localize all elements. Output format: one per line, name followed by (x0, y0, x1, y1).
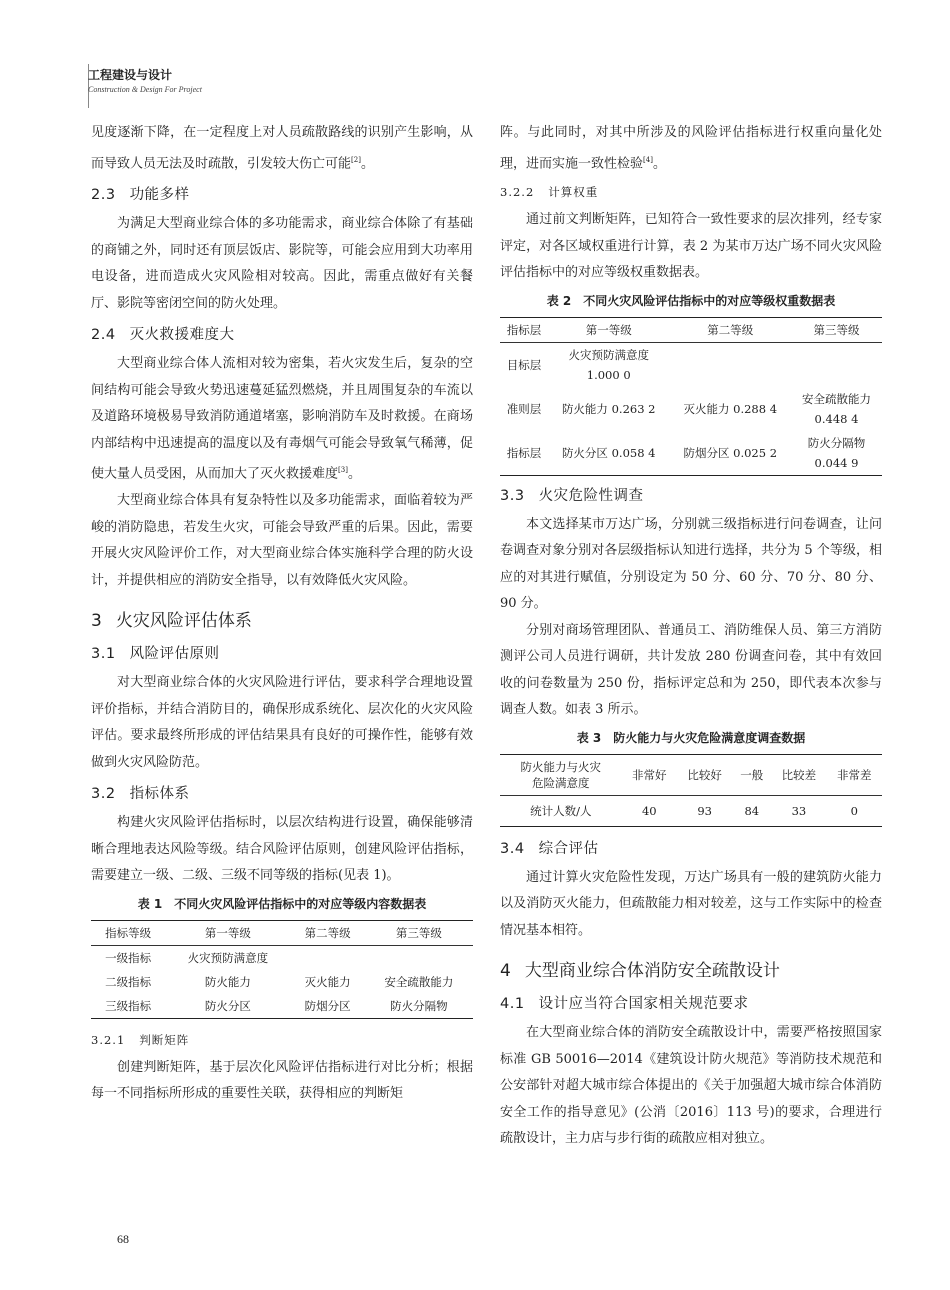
table-cell: 火灾预防满意度 (187, 950, 269, 965)
paragraph: 大型商业综合体人流相对较为密集，若火灾发生后，复杂的空间结构可能会导致火势迅速蔓延猛烈燃烧，并且周围复杂的车流以及道路环境极易导致消防通道堵塞，影响消防车及时救援。在商场内部结构中迅速提高的温度以及有毒烟气可能会导致氧气稀薄，促使大量人员受困，从而加大了灭火救援难度[3]。 (91, 356, 473, 482)
table-cell: 93 (677, 795, 732, 826)
table-header: 一般 (732, 754, 771, 795)
table-header: 第三等级 (365, 920, 473, 945)
table1 (91, 920, 473, 1019)
table-row (91, 945, 473, 970)
paragraph: 为满足大型商业综合体的多功能需求，商业综合体除了有基础的商铺之外，同时还有顶层饭店、影院等，可能会应用到大功率用电设备，进而造成火灾风险相对较高。因此，需重点做好有关餐厅、影院等密闭空间的防火处理。 (91, 216, 473, 311)
left-column (91, 120, 473, 1108)
table-cell: 安全疏散能力 (384, 974, 454, 989)
table-cell: 三级指标 (91, 994, 165, 1019)
paragraph: 构建火灾风险评估指标时，以层次结构进行设置，确保能够清晰合理地表达风险等级。结合风险评估原则，创建风险评估指标，需要建立一级、二级、三级不同等级的指标(见表 1)。 (91, 815, 473, 884)
section-heading-3-4: 3.4 综合评估 (500, 840, 599, 857)
journal-header (88, 66, 202, 94)
paragraph: 阵。与此同时，对其中所涉及的风险评估指标进行权重向量化处理，进而实施一致性检验[4]。 (500, 125, 882, 171)
table-row (500, 387, 882, 431)
section-heading-3-3: 3.3 火灾危险性调查 (500, 487, 644, 504)
table-cell: 防火能力 (204, 974, 251, 989)
table-cell (669, 342, 791, 387)
table1-caption: 表 1 不同火灾风险评估指标中的对应等级内容数据表 (137, 896, 427, 911)
table-header: 非常差 (827, 754, 882, 795)
paragraph: 分别对商场管理团队、普通员工、消防维保人员、第三方消防测评公司人员进行调研，共计发放 280 份调查问卷，其中有效回收的问卷数量为 250 份，指标评定总和为 250，即代表本次参与调查人数。如表 3 所示。 (500, 622, 882, 718)
table-cell: 防烟分区 0.025 2 (669, 431, 791, 476)
subsection-heading-3-2-1: 3.2.1 判断矩阵 (91, 1032, 190, 1047)
table-header: 非常好 (622, 754, 677, 795)
table-cell: 防火分区 (165, 994, 290, 1019)
table-row (91, 994, 473, 1019)
table-cell: 目标层 (506, 357, 542, 372)
table-header: 比较差 (771, 754, 826, 795)
table-header: 第二等级 (669, 317, 791, 342)
table-cell: 防火能力 0.263 2 (561, 401, 656, 416)
table-row (500, 795, 882, 826)
citation: [4] (643, 155, 653, 164)
table-cell: 安全疏散能力 0.448 4 (802, 391, 871, 426)
table-row (500, 431, 882, 476)
table-header: 第二等级 (291, 920, 365, 945)
paragraph: 本文选择某市万达广场，分别就三级指标进行问卷调查，让问卷调查对象分别对各层级指标认知进行选择，共分为 5 个等级，相应的对其进行赋值，分别设定为 50 分、60 分、70 分、80 分、90 分。 (500, 516, 882, 612)
paragraph: 创建判断矩阵，基于层次化风险评估指标进行对比分析；根据每一不同指标所形成的重要性关联，获得相应的判断矩 (91, 1059, 473, 1102)
table3-caption: 表 3 防火能力与火灾危险满意度调查数据 (576, 730, 806, 745)
paragraph: 在大型商业综合体的消防安全疏散设计中，需要严格按照国家标准 GB 50016—2014《建筑设计防火规范》等消防技术规范和公安部针对超大城市综合体提出的《关于加强超大城市综合体消防安全工作的指导意见》(公消〔2016〕113 号)的要求，合理进行疏散设计，主力店与步行街的疏散应相对独立。 (500, 1025, 882, 1147)
citation: [3] (338, 466, 348, 475)
section-heading-3-2: 3.2 指标体系 (91, 786, 190, 803)
table-cell: 指标层 (500, 431, 548, 476)
table-cell: 0 (827, 795, 882, 826)
journal-subtitle: Construction & Design For Project (88, 85, 202, 94)
paragraph: 对大型商业综合体的火灾风险进行评估，要求科学合理地设置评价指标，并结合消防目的，确保形成系统化、层次化的火灾风险评估。要求最终所形成的评估结果具有良好的可操作性，能够有效做到火灾风险防范。 (91, 675, 473, 770)
table-cell: 防烟分区 (291, 994, 365, 1019)
table-row (500, 342, 882, 387)
table2-caption: 表 2 不同火灾风险评估指标中的对应等级权重数据表 (546, 293, 836, 308)
table3 (500, 754, 882, 827)
subsection-heading-3-2-2: 3.2.2 计算权重 (500, 185, 599, 200)
section-heading-2-3: 2.3 功能多样 (91, 187, 190, 204)
paragraph: 通过前文判断矩阵，已知符合一致性要求的层次排列，经专家评定，对各区域权重进行计算，表 2 为某市万达广场不同火灾风险评估指标中的对应等级权重数据表。 (500, 212, 882, 281)
table-cell (791, 342, 882, 387)
table-cell: 防火分隔物 0.044 9 (791, 431, 882, 476)
table-cell: 33 (771, 795, 826, 826)
section-heading-2-4: 2.4 灭火救援难度大 (91, 327, 235, 344)
table-cell (365, 945, 473, 970)
page-number: 68 (117, 1232, 129, 1246)
table-cell: 84 (732, 795, 771, 826)
table-cell: 防火分区 0.058 4 (548, 431, 670, 476)
paragraph: 大型商业综合体具有复杂特性以及多功能需求，面临着较为严峻的消防隐患，若发生火灾，可能会导致严重的后果。因此，需要开展火灾风险评价工作，对大型商业综合体实施科学合理的防火设计，并提供相应的消防安全指导，以有效降低火灾风险。 (91, 493, 473, 588)
table-header: 指标等级 (91, 920, 165, 945)
table-row (91, 970, 473, 994)
table-cell: 火灾预防满意度 1.000 0 (568, 347, 649, 382)
table-cell: 灭火能力 0.288 4 (683, 401, 778, 416)
table-header: 指标层 (500, 317, 548, 342)
table-cell: 准则层 (506, 401, 542, 416)
chapter-heading-3: 3 火灾风险评估体系 (91, 611, 252, 632)
table-cell: 防火分隔物 (365, 994, 473, 1019)
table-header: 比较好 (677, 754, 732, 795)
citation: [2] (351, 155, 361, 164)
table-cell: 一级指标 (105, 950, 152, 965)
table2 (500, 317, 882, 476)
journal-title: 工程建设与设计 (88, 68, 173, 82)
section-heading-4-1: 4.1 设计应当符合国家相关规范要求 (500, 996, 749, 1013)
table-cell (291, 945, 365, 970)
table-cell: 二级指标 (105, 974, 152, 989)
paragraph: 见度逐渐下降，在一定程度上对人员疏散路线的识别产生影响，从而导致人员无法及时疏散，引发较大伤亡可能[2]。 (91, 125, 473, 171)
table-header: 防火能力与火灾 危险满意度 (500, 754, 622, 795)
section-heading-3-1: 3.1 风险评估原则 (91, 646, 220, 663)
table-header: 第一等级 (165, 920, 290, 945)
chapter-heading-4: 4 大型商业综合体消防安全疏散设计 (500, 961, 780, 982)
paragraph: 通过计算火灾危险性发现，万达广场具有一般的建筑防火能力以及消防灭火能力，但疏散能力相对较差，这与工作实际中的检查情况基本相符。 (500, 869, 882, 938)
table-header: 第一等级 (548, 317, 670, 342)
right-column (500, 120, 882, 1153)
table-cell: 40 (622, 795, 677, 826)
table-cell: 统计人数/人 (500, 795, 622, 826)
table-cell: 灭火能力 (304, 974, 351, 989)
table-header: 第三等级 (791, 317, 882, 342)
